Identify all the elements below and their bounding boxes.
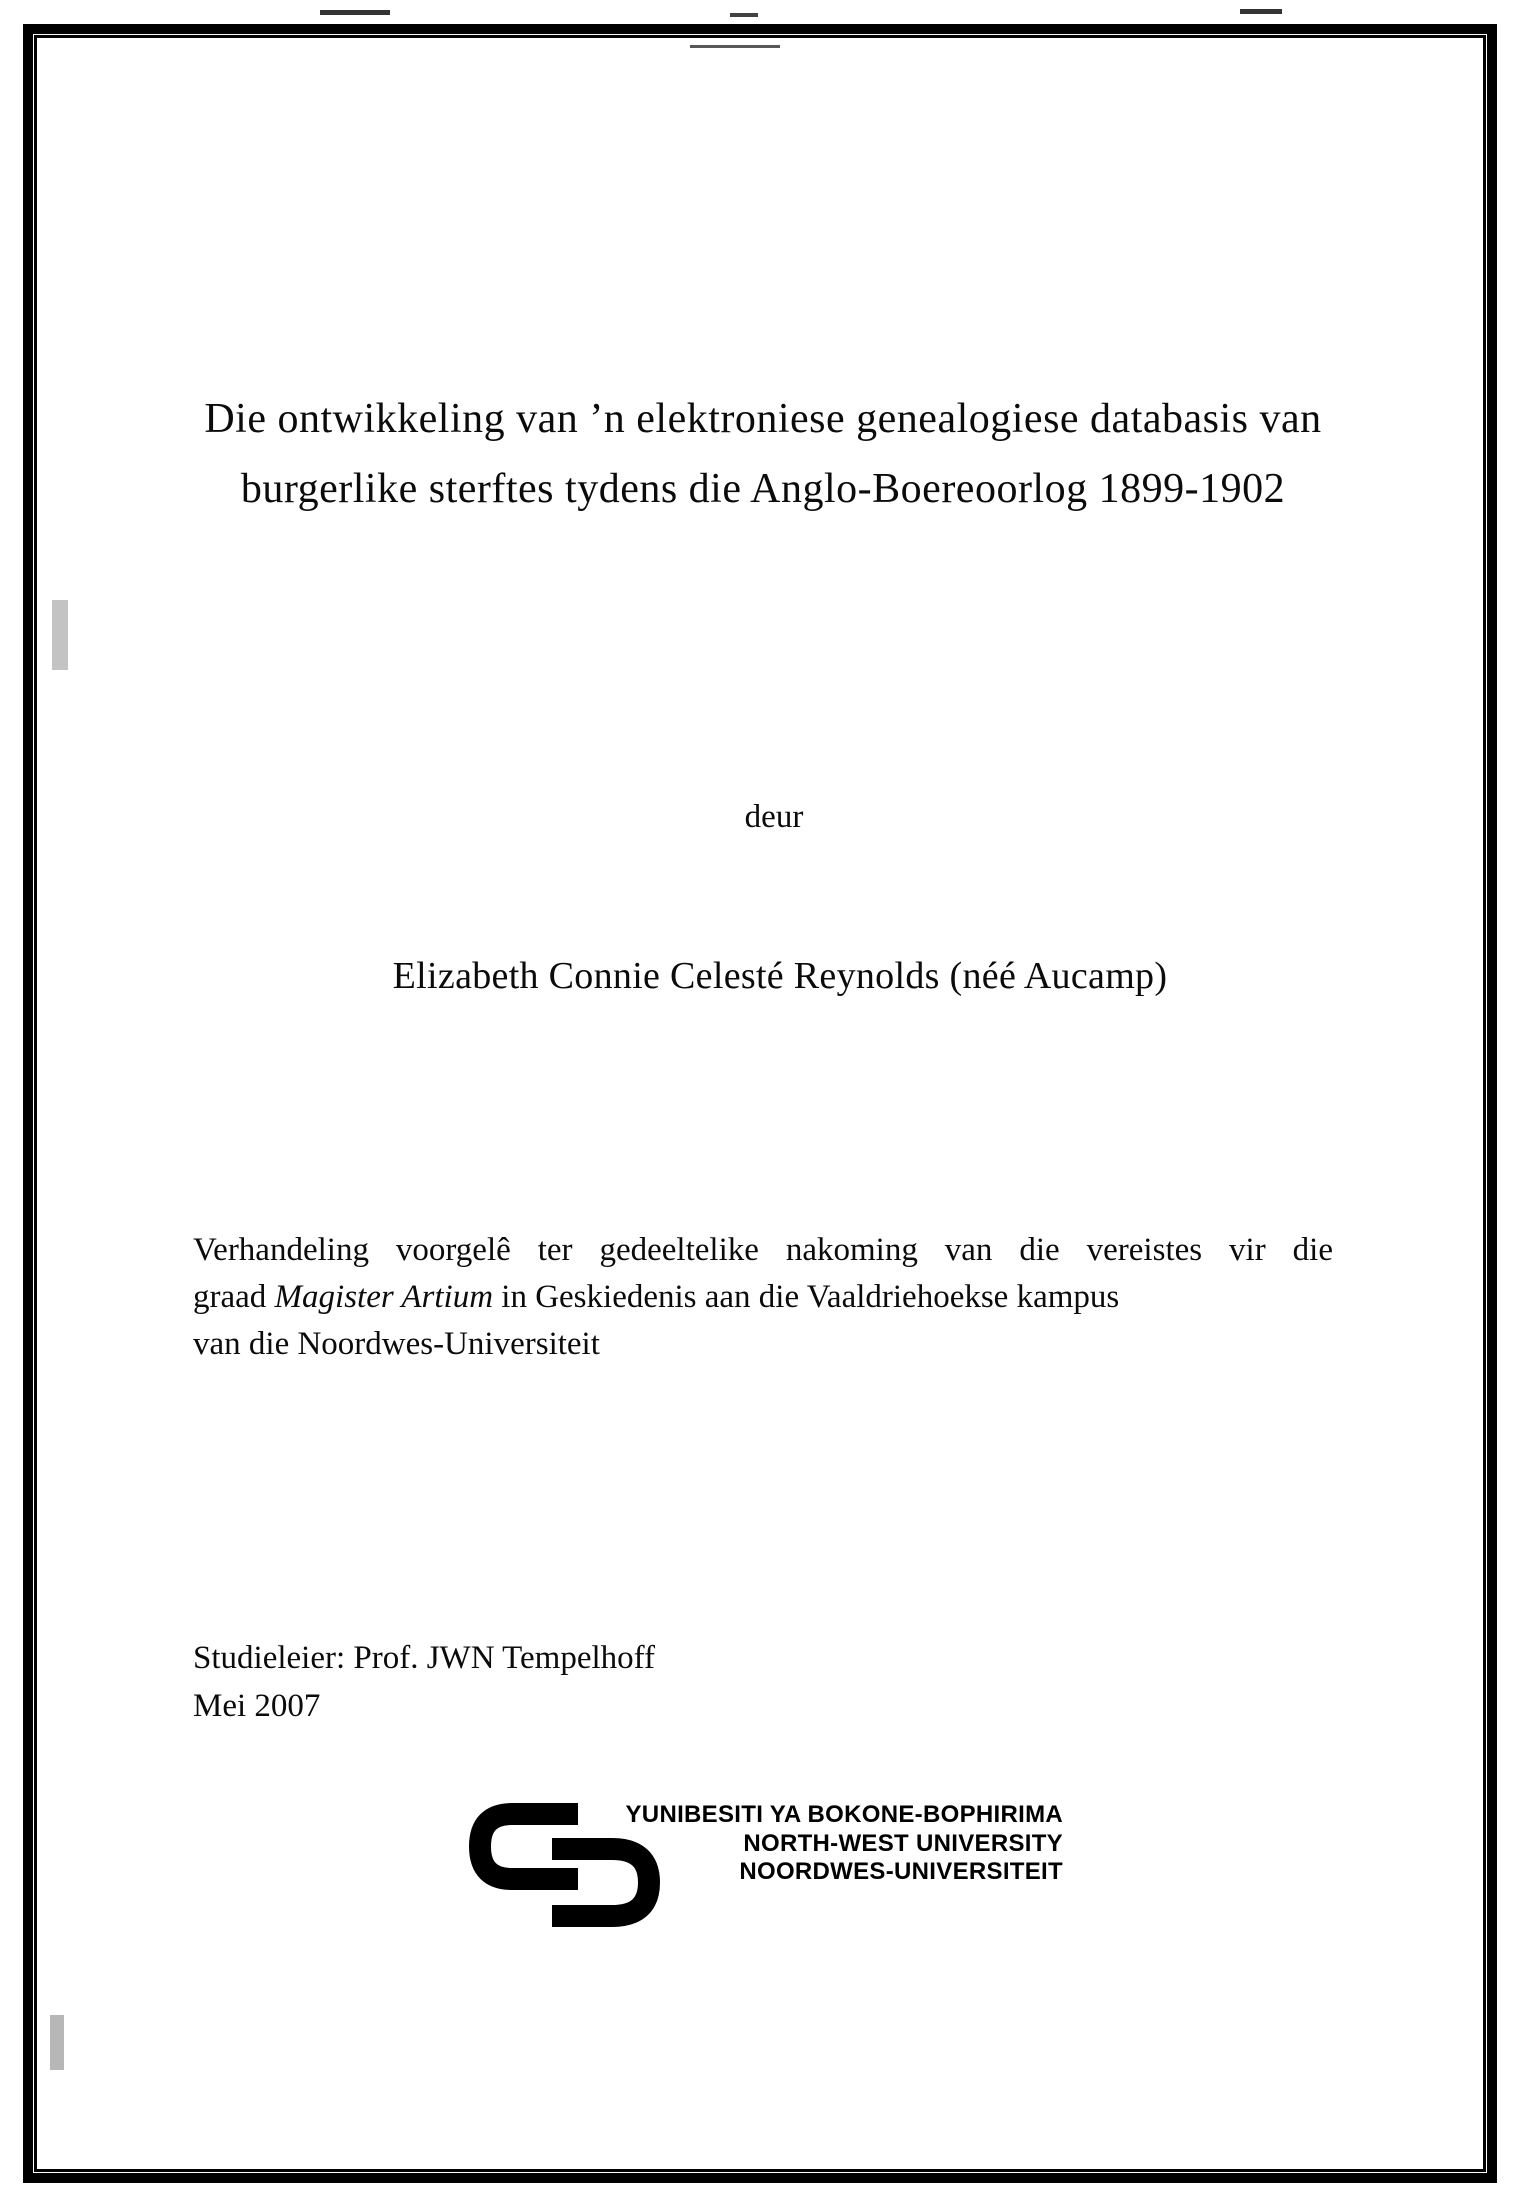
degree-statement-line-2 — [193, 1274, 1333, 1321]
supervisor-block — [193, 1634, 655, 1730]
degree-statement-line-1: Verhandeling voorgelê ter gedeeltelike nakoming van die vereistes vir die — [193, 1232, 1333, 1268]
byline: deur — [744, 799, 804, 835]
scan-artifact — [52, 600, 68, 670]
degree-statement — [193, 1227, 1333, 1368]
scan-artifact — [1240, 9, 1282, 14]
degree-statement-line-2-suffix: in Geskiedenis aan die Vaaldriehoekse kampus — [493, 1279, 1120, 1315]
degree-name-italic: Magister Artium — [274, 1279, 494, 1315]
scan-artifact — [320, 10, 390, 15]
scan-artifact — [730, 13, 758, 17]
date-line: Mei 2007 — [193, 1688, 321, 1724]
title-line-2: burgerlike sterftes tydens die Anglo-Boereoorlog 1899-1902 — [240, 466, 1286, 512]
document-title — [193, 384, 1333, 524]
scan-artifact — [690, 45, 780, 48]
university-wordmark — [585, 1801, 1063, 1887]
university-wordmark-line-2: NORTH-WEST UNIVERSITY — [743, 1829, 1063, 1857]
scan-artifact — [50, 2015, 64, 2070]
university-wordmark-line-3: NOORDWES-UNIVERSITEIT — [739, 1858, 1063, 1885]
university-wordmark-line-1: YUNIBESITI YA BOKONE-BOPHIRIMA — [625, 1801, 1063, 1828]
author-name: Elizabeth Connie Celesté Reynolds (néé Aucamp) — [392, 955, 1168, 997]
title-line-1: Die ontwikkeling van ’n elektroniese genealogiese databasis van — [204, 396, 1322, 442]
degree-statement-line-2-prefix: graad — [193, 1279, 275, 1315]
degree-statement-line-3: van die Noordwes-Universiteit — [193, 1326, 600, 1362]
supervisor-line: Studieleier: Prof. JWN Tempelhoff — [193, 1640, 656, 1676]
